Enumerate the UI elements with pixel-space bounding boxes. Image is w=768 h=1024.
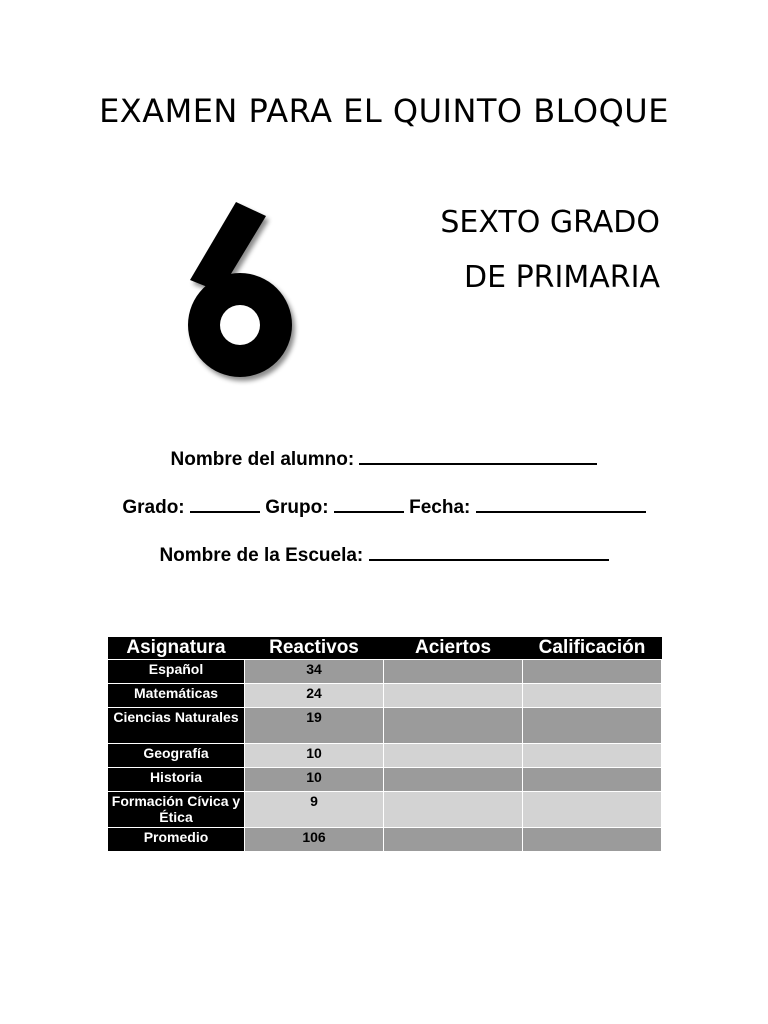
header-reactivos: Reactivos: [245, 637, 384, 660]
grades-table: [107, 637, 662, 852]
header-aciertos: Aciertos: [384, 637, 523, 660]
table-row: [108, 828, 662, 852]
grade-number-six: [168, 180, 308, 390]
subject-cell: Formación Cívica y Ética: [108, 792, 245, 828]
table-row: [108, 708, 662, 744]
grade-number-text: 6: [168, 180, 169, 181]
reactivos-cell: 9: [245, 792, 384, 828]
aciertos-cell[interactable]: [384, 768, 523, 792]
school-name-row: [0, 542, 768, 567]
fecha-blank[interactable]: [476, 494, 646, 513]
grade-line-2: DE PRIMARIA: [464, 260, 660, 295]
aciertos-cell[interactable]: [384, 792, 523, 828]
table-row: [108, 768, 662, 792]
school-name-label: Nombre de la Escuela:: [159, 545, 364, 566]
grupo-blank[interactable]: [334, 494, 404, 513]
student-name-label: Nombre del alumno:: [170, 449, 355, 470]
grado-label: Grado:: [122, 497, 185, 518]
subject-cell: Ciencias Naturales: [108, 708, 245, 744]
calificacion-cell[interactable]: [523, 828, 662, 852]
grade-line-1: SEXTO GRADO: [440, 205, 660, 240]
subject-cell: Español: [108, 660, 245, 684]
reactivos-cell: 106: [245, 828, 384, 852]
student-name-blank[interactable]: [359, 446, 597, 465]
grado-grupo-fecha-row: [0, 494, 768, 519]
aciertos-cell[interactable]: [384, 708, 523, 744]
subject-cell: Historia: [108, 768, 245, 792]
subject-cell: Matemáticas: [108, 684, 245, 708]
reactivos-cell: 34: [245, 660, 384, 684]
reactivos-cell: 24: [245, 684, 384, 708]
calificacion-cell[interactable]: [523, 684, 662, 708]
subject-cell: Promedio: [108, 828, 245, 852]
subject-cell: Geografía: [108, 744, 245, 768]
reactivos-cell: 10: [245, 744, 384, 768]
calificacion-cell[interactable]: [523, 660, 662, 684]
exam-title: EXAMEN PARA EL QUINTO BLOQUE: [99, 92, 669, 130]
table-row: [108, 792, 662, 828]
calificacion-cell[interactable]: [523, 768, 662, 792]
grado-blank[interactable]: [190, 494, 260, 513]
reactivos-cell: 10: [245, 768, 384, 792]
table-row: [108, 660, 662, 684]
student-name-row: [0, 446, 768, 471]
aciertos-cell[interactable]: [384, 828, 523, 852]
calificacion-cell[interactable]: [523, 792, 662, 828]
calificacion-cell[interactable]: [523, 744, 662, 768]
aciertos-cell[interactable]: [384, 684, 523, 708]
table-row: [108, 744, 662, 768]
calificacion-cell[interactable]: [523, 708, 662, 744]
reactivos-cell: 19: [245, 708, 384, 744]
fecha-label: Fecha:: [409, 497, 471, 518]
header-calificacion: Calificación: [523, 637, 662, 660]
header-asignatura: Asignatura: [108, 637, 245, 660]
table-row: [108, 684, 662, 708]
aciertos-cell[interactable]: [384, 660, 523, 684]
grupo-label: Grupo:: [265, 497, 329, 518]
aciertos-cell[interactable]: [384, 744, 523, 768]
school-name-blank[interactable]: [369, 542, 609, 561]
